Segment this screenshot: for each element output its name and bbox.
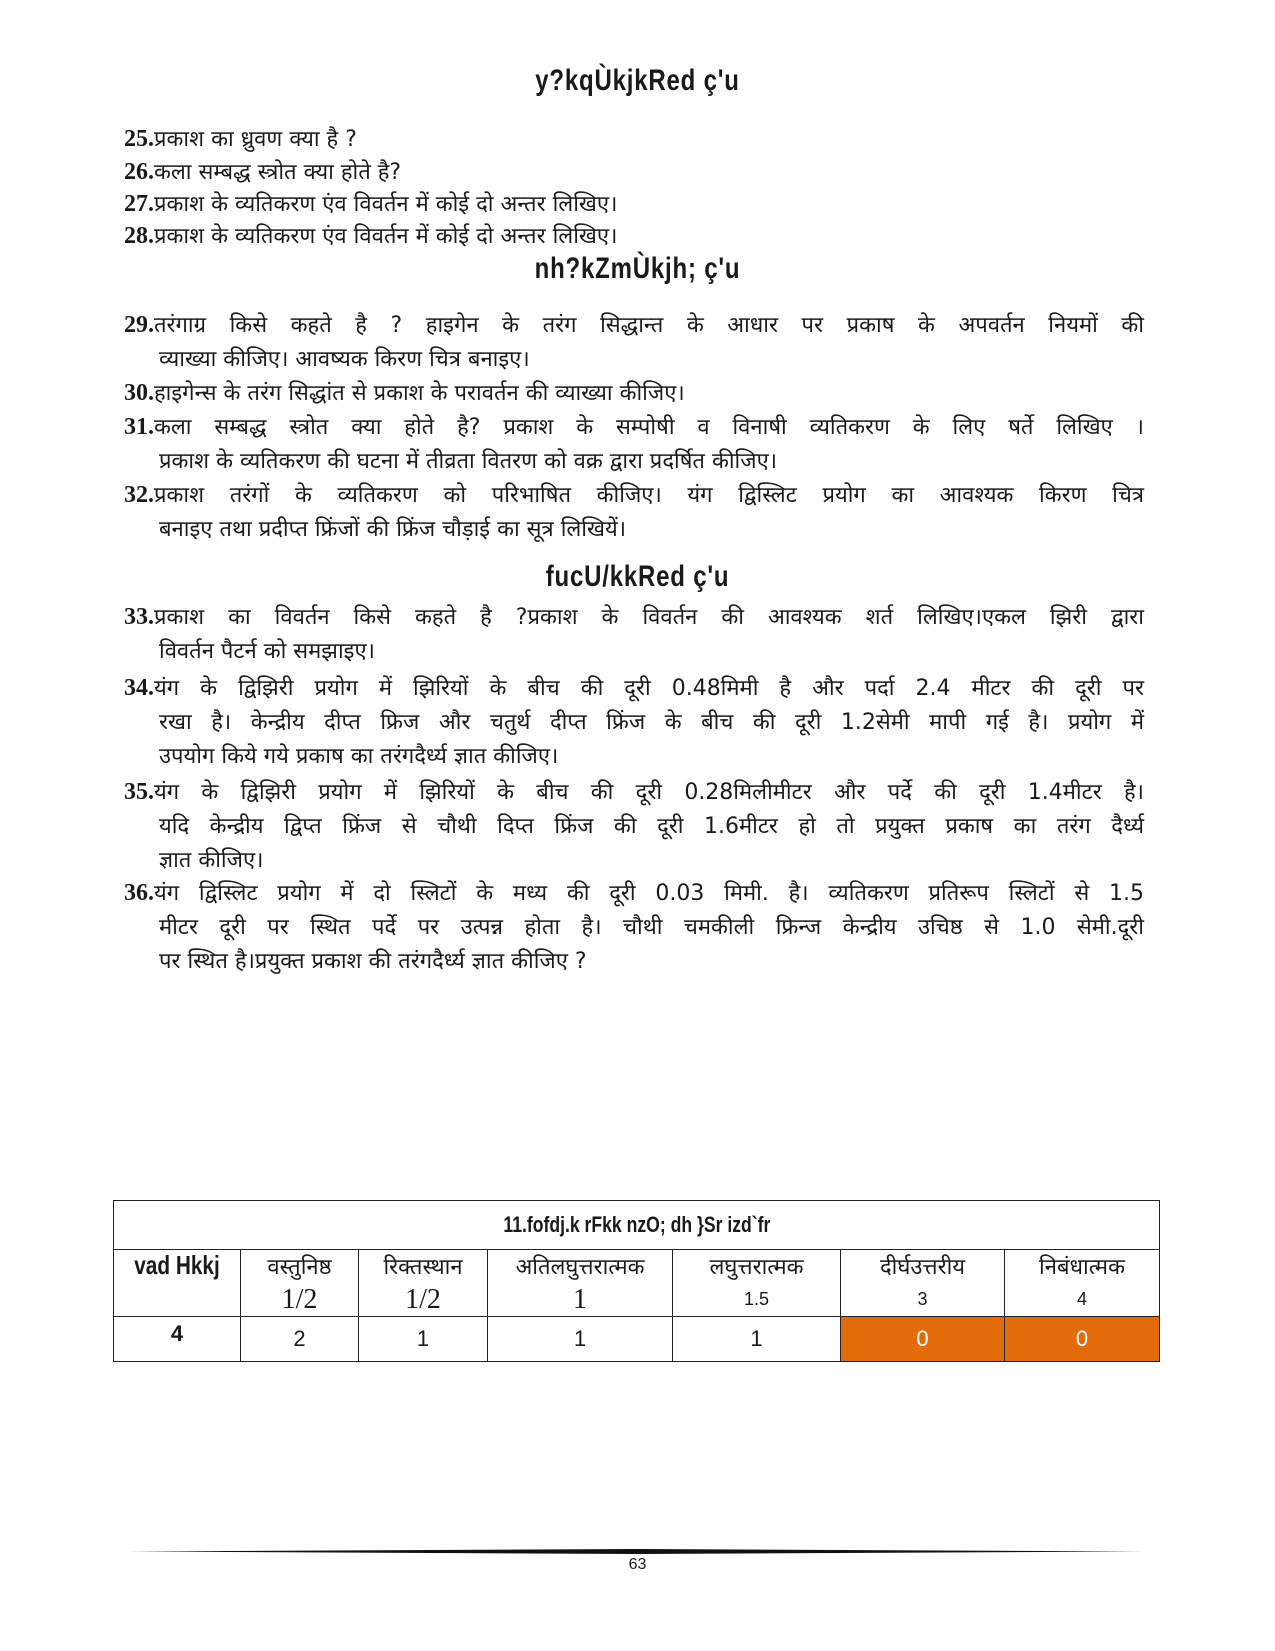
- question-28: [124, 219, 1144, 254]
- total-cell: 4: [114, 1317, 241, 1362]
- question-number: 29.: [124, 312, 154, 338]
- question-27: [124, 187, 1144, 222]
- question-text: पर स्थित है।प्रयुक्त प्रकाश की तरंगदैर्ध्य ज्ञात कीजिए ?: [159, 949, 587, 974]
- type-cell: निबंधात्मक 4: [1005, 1250, 1160, 1317]
- question-31: [124, 410, 1144, 479]
- question-text: कला सम्बद्ध स्त्रोत क्या होते है?: [154, 160, 402, 185]
- count-cell-highlighted: 0: [1005, 1317, 1160, 1362]
- heading-long-answer: nh?kZmÙkjh; ç'u: [534, 252, 741, 285]
- marks-distribution-table: [113, 1200, 1160, 1362]
- count-cell: 1: [359, 1317, 488, 1362]
- footer-divider: [128, 1549, 1148, 1554]
- question-25: [124, 122, 1144, 157]
- question-text: व्याख्या कीजिए। आवष्यक किरण चित्र बनाइए।: [159, 347, 530, 372]
- question-number: 27.: [124, 191, 154, 217]
- question-text: प्रकाश के व्यतिकरण एंव विवर्तन में कोई दो अन्तर लिखिए।: [154, 192, 618, 217]
- question-number: 26.: [124, 159, 154, 185]
- row-label: vad Hkkj: [134, 1250, 220, 1280]
- question-30: [124, 376, 1144, 411]
- question-number: 31.: [124, 414, 154, 440]
- question-number: 32.: [124, 482, 154, 508]
- type-cell: अतिलघुत्तरात्मक 1: [488, 1250, 673, 1317]
- table-row: [114, 1317, 1160, 1362]
- type-cell: वस्तुनिष्ठ 1/2: [241, 1250, 359, 1317]
- question-text: प्रकाश के व्यतिकरण एंव विवर्तन में कोई दो अन्तर लिखिए।: [154, 224, 618, 249]
- page-number: 63: [628, 1556, 647, 1573]
- question-text: प्रकाश का विवर्तन किसे कहते है ?प्रकाश के विवर्तन की आवश्यक शर्त लिखिए।एकल झिरी द्वारा: [154, 605, 1144, 630]
- row-label-cell: [114, 1250, 241, 1317]
- question-text: यदि केन्द्रीय द्विप्त फ्रिंज से चौथी दिप्त फ्रिंज की दूरी 1.6मीटर हो तो प्रयुक्त प्रकाष का तरंग दैर्ध्य: [159, 814, 1144, 839]
- type-cell: लघुत्तरात्मक 1.5: [673, 1250, 841, 1317]
- question-text: हाइगेन्स के तरंग सिद्धांत से प्रकाश के परावर्तन की व्याख्या कीजिए।: [154, 381, 685, 406]
- question-number: 36.: [124, 880, 154, 906]
- question-29: [124, 308, 1144, 377]
- question-text: यंग के द्विझिरी प्रयोग में झिरियों के बीच की दूरी 0.48मिमी है और पर्दा 2.4 मीटर की दूरी पर: [154, 676, 1144, 701]
- question-36: [124, 876, 1144, 979]
- question-text: प्रकाश तरंगों के व्यतिकरण को परिभाषित कीजिए। यंग द्विस्लिट प्रयोग का आवश्यक किरण चित्र: [154, 483, 1144, 508]
- question-33: [124, 600, 1144, 669]
- question-text: कला सम्बद्ध स्त्रोत क्या होते है? प्रकाश के सम्पोषी व विनाषी व्यतिकरण के लिए षर्ते लिखिए ।: [154, 415, 1144, 440]
- question-32: [124, 478, 1144, 547]
- table-title: 11.fofdj.k rFkk nzO; dh }Sr izd`fr: [114, 1201, 1160, 1250]
- question-text: उपयोग किये गये प्रकाष का तरंगदैर्ध्य ज्ञात कीजिए।: [159, 744, 559, 769]
- question-number: 33.: [124, 604, 154, 630]
- question-text: रखा है। केन्द्रीय दीप्त फ्रिज और चतुर्थ दीप्त फ्रिंज के बीच की दूरी 1.2सेमी मापी गई है। प्रयोग में: [159, 710, 1144, 735]
- question-number: 35.: [124, 779, 154, 805]
- question-number: 25.: [124, 126, 154, 152]
- question-text: प्रकाश के व्यतिकरण की घटना में तीव्रता वितरण को वक्र द्वारा प्रदर्षित कीजिए।: [159, 449, 778, 474]
- question-text: यंग द्विस्लिट प्रयोग में दो स्लिटों के मध्य की दूरी 0.03 मिमी. है। व्यतिकरण प्रतिरूप स्लिटों से 1.5: [154, 881, 1144, 906]
- question-text: तरंगाग्र किसे कहते है ? हाइगेन के तरंग सिद्धान्त के आधार पर प्रकाष के अपवर्तन नियमों की: [154, 313, 1144, 338]
- question-text: विवर्तन पैटर्न को समझाइए।: [159, 639, 375, 664]
- question-26: [124, 155, 1144, 190]
- heading-short-answer: y?kqÙkjkRed ç'u: [535, 64, 740, 97]
- heading-essay: fucU/kkRed ç'u: [545, 560, 730, 593]
- count-cell: 2: [241, 1317, 359, 1362]
- question-number: 34.: [124, 675, 154, 701]
- count-cell-highlighted: 0: [841, 1317, 1005, 1362]
- type-cell: रिक्तस्थान 1/2: [359, 1250, 488, 1317]
- question-number: 30.: [124, 380, 154, 406]
- question-text: प्रकाश का ध्रुवण क्या है ?: [154, 127, 357, 152]
- question-number: 28.: [124, 223, 154, 249]
- count-cell: 1: [488, 1317, 673, 1362]
- question-text: यंग के द्विझिरी प्रयोग में झिरियों के बीच की दूरी 0.28मिलीमीटर और पर्दे की दूरी 1.4मीटर है।: [154, 780, 1144, 805]
- question-35: [124, 775, 1144, 878]
- question-text: बनाइए तथा प्रदीप्त फ्रिंजों की फ्रिंज चौड़ाई का सूत्र लिखियें।: [159, 517, 627, 542]
- table-row: [114, 1250, 1160, 1317]
- question-text: मीटर दूरी पर स्थित पर्दे पर उत्पन्न होता है। चौथी चमकीली फ्रिन्ज केन्द्रीय उचिष्ठ से 1.0 सेमी.दूरी: [159, 915, 1144, 940]
- question-34: [124, 671, 1144, 774]
- question-text: ज्ञात कीजिए।: [159, 848, 264, 873]
- count-cell: 1: [673, 1317, 841, 1362]
- type-cell: दीर्घउत्तरीय 3: [841, 1250, 1005, 1317]
